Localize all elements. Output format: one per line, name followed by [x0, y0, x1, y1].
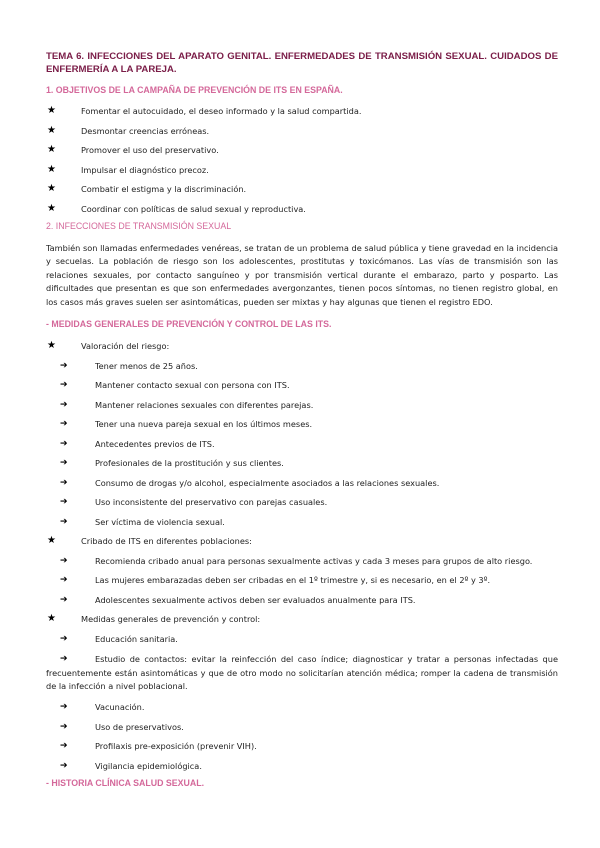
list-item: ★ Impulsar el diagnóstico precoz. — [47, 163, 209, 175]
star-bullet-icon: ★ — [47, 144, 56, 155]
star-bullet-icon: ★ — [47, 340, 56, 352]
sub-list-item: ➔ Mantener contacto sexual con persona con ITS. — [60, 380, 290, 391]
list-item: ★ Fomentar el autocuidado, el deseo informado y la salud compartida. — [47, 105, 362, 116]
sub-list-item: ➔ Educación sanitaria. — [60, 633, 178, 644]
arrow-bullet-icon: ➔ — [60, 741, 68, 752]
sub-list-item: ➔ Las mujeres embarazadas deben ser cribadas en el 1º trimestre y, si es necesario, en el 2º y 3º. — [60, 575, 491, 586]
sub-list-item: ➔ Estudio de contactos: evitar la reinfección del caso índice; diagnosticar y tratar a personas infectadas que frecuentemente están asintomáticas y que de otro modo no solicitarían atención médica; romper la cadena de transmisión de la infección a nivel poblacional. — [46, 654, 558, 692]
star-bullet-icon: ★ — [47, 163, 56, 175]
arrow-bullet-icon: ➔ — [60, 654, 68, 665]
measures-heading: - MEDIDAS GENERALES DE PREVENCIÓN Y CONTROL DE LAS ITS. — [46, 319, 332, 330]
sub-list-item: ➔ Tener menos de 25 años. — [60, 360, 198, 371]
arrow-bullet-icon: ➔ — [60, 419, 68, 430]
star-bullet-icon: ★ — [47, 613, 56, 625]
star-bullet-icon: ★ — [47, 105, 56, 116]
page-title: TEMA 6. INFECCIONES DEL APARATO GENITAL. ENFERMEDADES DE TRANSMISIÓN SEXUAL. CUIDADOS DE ENFERMERÍA A LA PAREJA. — [46, 51, 558, 75]
sub-list-item: ➔ Ser víctima de violencia sexual. — [60, 516, 225, 527]
sub-list-item: ➔ Adolescentes sexualmente activos deben ser evaluados anualmente para ITS. — [60, 594, 416, 605]
star-bullet-icon: ★ — [47, 202, 56, 214]
arrow-bullet-icon: ➔ — [60, 380, 68, 391]
arrow-bullet-icon: ➔ — [60, 702, 68, 713]
sub-list-item: ➔ Profesionales de la prostitución y sus clientes. — [60, 458, 284, 469]
sub-list-item: ➔ Vigilancia epidemiológica. — [60, 760, 202, 771]
its-paragraph: También son llamadas enfermedades venéreas, se tratan de un problema de salud pública y tiene gravedad en la incidencia y secuelas. La población de riesgo son los adolescentes, prostitutas y toxicómanos. Las vías de transmisión son las relaciones sexuales, por contacto sanguíneo y por transmisión vertical durante el embarazo, parto y posparto. Las dificultades que presentan es que son enfermedades avergonzantes, tienen pocos síntomas, no tienen registro global, en los casos más graves suelen ser asintomáticas, pueden ser mixtas y hay algunas que tienen el registro EDO. — [46, 242, 558, 307]
sub-list-item: ➔ Consumo de drogas y/o alcohol, especialmente asociados a las relaciones sexuales. — [60, 477, 440, 488]
list-item: ★ Medidas generales de prevención y control: — [47, 613, 261, 625]
arrow-bullet-icon: ➔ — [60, 516, 68, 527]
arrow-bullet-icon: ➔ — [60, 721, 68, 732]
list-item: ★ Cribado de ITS en diferentes poblaciones: — [47, 535, 252, 547]
list-item: ★ Combatir el estigma y la discriminación. — [47, 183, 247, 194]
sub-list-item: ➔ Antecedentes previos de ITS. — [60, 438, 215, 449]
arrow-bullet-icon: ➔ — [60, 575, 68, 586]
arrow-bullet-icon: ➔ — [60, 760, 68, 771]
arrow-bullet-icon: ➔ — [60, 360, 68, 371]
star-bullet-icon: ★ — [47, 183, 56, 194]
list-item: ★ Desmontar creencias erróneas. — [47, 124, 210, 136]
arrow-bullet-icon: ➔ — [60, 438, 68, 449]
arrow-bullet-icon: ➔ — [60, 633, 68, 644]
section-its-heading: 2. INFECCIONES DE TRANSMISIÓN SEXUAL — [46, 220, 232, 231]
arrow-bullet-icon: ➔ — [60, 399, 68, 410]
section-objectives-heading: 1. OBJETIVOS DE LA CAMPAÑA DE PREVENCIÓN DE ITS EN ESPAÑA. — [46, 85, 343, 95]
sub-list-item: ➔ Profilaxis pre-exposición (prevenir VIH). — [60, 741, 257, 752]
arrow-bullet-icon: ➔ — [60, 458, 68, 469]
sub-list-item: ➔ Uso inconsistente del preservativo con parejas casuales. — [60, 497, 328, 508]
document-page — [46, 50, 558, 789]
arrow-bullet-icon: ➔ — [60, 555, 68, 566]
list-item: ★ Valoración del riesgo: — [47, 340, 170, 352]
history-heading: - HISTORIA CLÍNICA SALUD SEXUAL. — [46, 777, 205, 788]
star-bullet-icon: ★ — [47, 124, 56, 136]
arrow-bullet-icon: ➔ — [60, 477, 68, 488]
list-item: ★ Promover el uso del preservativo. — [47, 144, 219, 155]
arrow-bullet-icon: ➔ — [60, 594, 68, 605]
sub-list-item: ➔ Mantener relaciones sexuales con diferentes parejas. — [60, 399, 314, 410]
sub-list-item: ➔ Recomienda cribado anual para personas sexualmente activas y cada 3 meses para grupos de alto riesgo. — [60, 555, 533, 566]
sub-list-item: ➔ Vacunación. — [60, 702, 145, 713]
star-bullet-icon: ★ — [47, 535, 56, 547]
arrow-bullet-icon: ➔ — [60, 497, 68, 508]
list-item: ★ Coordinar con políticas de salud sexual y reproductiva. — [47, 202, 306, 214]
sub-list-item: ➔ Uso de preservativos. — [60, 721, 184, 732]
sub-list-item: ➔ Tener una nueva pareja sexual en los últimos meses. — [60, 419, 313, 430]
